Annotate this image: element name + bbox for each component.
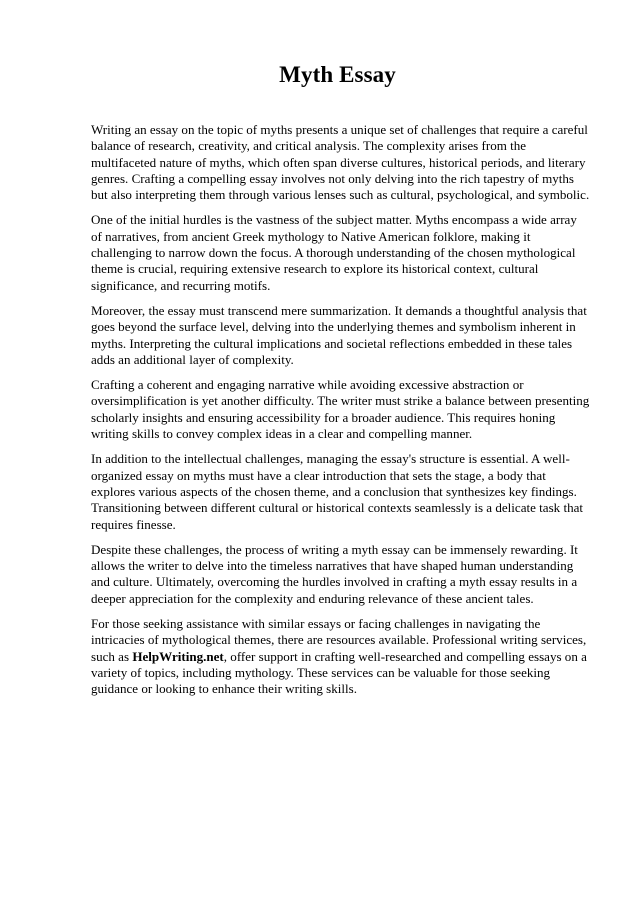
paragraph-1: Writing an essay on the topic of myths presents a unique set of challenges that require a careful balance of research, creativity, and critical analysis. The complexity arises from the multifaceted nature of myths, which often span diverse cultures, historical periods, and literary genres. Crafting a compelling essay involves not only delving into the rich tapestry of myths but also interpreting them through various lenses such as cultural, psychological, and symbolic. bbox=[91, 122, 590, 203]
paragraph-7-text-before-link: For those seeking assistance with similar essays or facing challenges in navigating the intricacies of mythological themes, there are resources available. Professional writing services, such as bbox=[91, 616, 587, 664]
paragraph-7-text-after-link: , offer support in crafting well-researched and compelling essays on a variety of topics, including mythology. These services can be valuable for those seeking guidance or looking to enhance their writing skills. bbox=[91, 648, 587, 697]
paragraph-4: Crafting a coherent and engaging narrative while avoiding excessive abstraction or oversimplification is yet another difficulty. The writer must strike a balance between presenting scholarly insights and ensuring accessibility for a broader audience. This requires honing writing skills to convey complex ideas in a clear and compelling manner. bbox=[91, 377, 590, 442]
helpwriting-link[interactable]: HelpWriting.net bbox=[132, 648, 224, 664]
paragraph-6: Despite these challenges, the process of writing a myth essay can be immensely rewarding. It allows the writer to delve into the timeless narratives that have shaped human understanding and culture. Ultimately, overcoming the hurdles involved in crafting a myth essay results in a deeper appreciation for the complexity and enduring relevance of these ancient tales. bbox=[91, 541, 578, 606]
paragraph-5: In addition to the intellectual challenges, managing the essay's structure is essential. A well-organized essay on myths must have a clear introduction that sets the stage, a body that explores various aspects of the chosen theme, and a conclusion that synthesizes key findings. Transitioning between different cultural or historical contexts seamlessly is a delicate task that requires finesse. bbox=[91, 451, 584, 532]
paragraph-2: One of the initial hurdles is the vastness of the subject matter. Myths encompass a wide array of narratives, from ancient Greek mythology to Native American folklore, making it challenging to narrow down the focus. A thorough understanding of the chosen mythological theme is crucial, requiring extensive research to explore its historical context, cultural significance, and recurring motifs. bbox=[91, 212, 577, 293]
paragraph-7 bbox=[91, 616, 590, 697]
document-title: Myth Essay bbox=[279, 62, 396, 87]
paragraph-3: Moreover, the essay must transcend mere summarization. It demands a thoughtful analysis that goes beyond the surface level, delving into the underlying themes and symbolism inherent in myths. Interpreting the cultural implications and societal reflections embedded in these tales adds an additional layer of complexity. bbox=[91, 302, 587, 367]
